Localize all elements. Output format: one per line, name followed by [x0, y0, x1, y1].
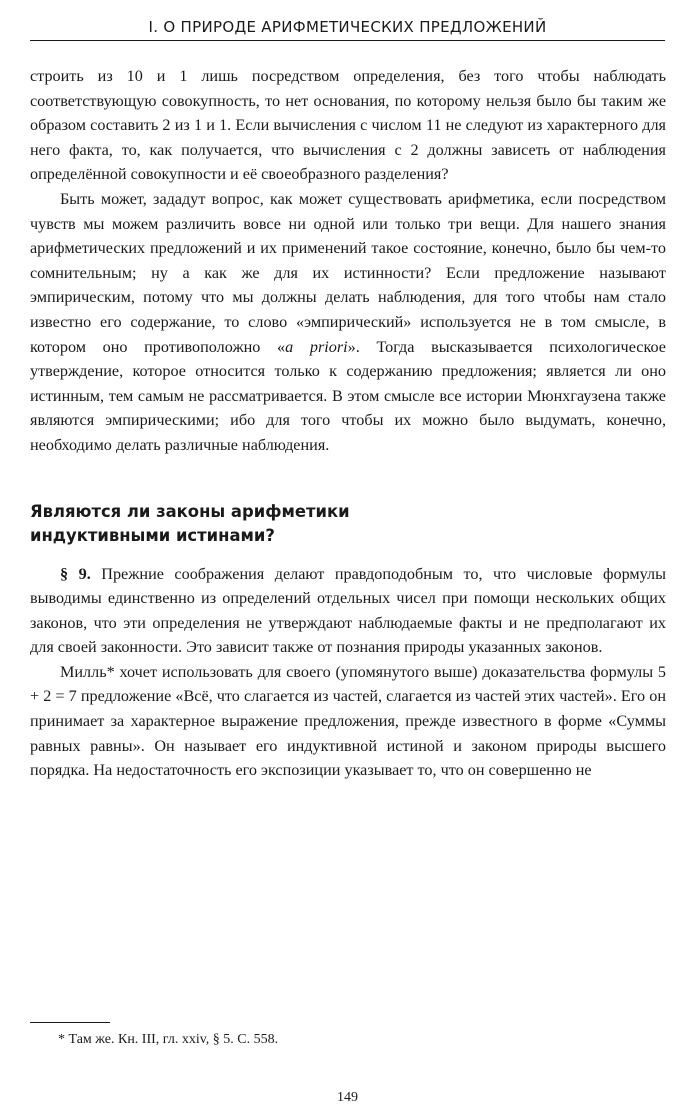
body-text: [30, 64, 666, 783]
footnote-divider: [30, 1022, 110, 1023]
footnote: * Там же. Кн. III, гл. xxiv, § 5. С. 558.: [58, 1032, 279, 1047]
running-head: I. О ПРИРОДЕ АРИФМЕТИЧЕСКИХ ПРЕДЛОЖЕНИЙ: [30, 18, 665, 41]
paragraph-3-text: Прежние соображения делают правдоподобным то, что числовые формулы выводимы единственно из определений отдельных чисел при помощи нескольких общих законов, что эти определения не утверждают наблюдаемые факты и не предполагают их для своей законности. Это зависит также от познания природы указанных законов.: [30, 564, 666, 657]
paragraph-1: строить из 10 и 1 лишь посредством определения, без того чтобы наблюдать соответствующую совокупность, то нет основания, по которому нельзя было бы таким же образом составить 2 из 1 и 1. Если вычисления с числом 11 не следуют из характерного для него факта, то, как получается, что вычисления с 2 должны зависеть от наблюдения определённой совокупности и её своеобразного разделения?: [30, 67, 666, 184]
section-heading: [30, 500, 666, 548]
paragraph-2-part-2: ». Тогда высказывается психологическое утверждение, которое относится только к содержанию предложения; является ли оно истинным, тем самым не рассматривается. В этом смысле все истории Мюнхгаузена также являются эмпирическими; ибо для того чтобы их можно было выдумать, конечно, необходимо делать различные наблюдения.: [30, 337, 666, 454]
section-heading-line-1: Являются ли законы арифметики: [30, 501, 350, 521]
paragraph-2: [30, 187, 666, 458]
page-number: 149: [337, 1090, 358, 1105]
italic-term: a priori: [285, 337, 348, 356]
paragraph-4: Милль* хочет использовать для своего (упомянутого выше) доказательства формулы 5 + 2 = 7 предложение «Всё, что слагается из частей, слагается из частей этих частей». Его он принимает за характерное выражение предложения, прежде известного в форме «Суммы равных равны». Он называет его индуктивной истиной и законом природы высшего порядка. На недостаточность его экспозиции указывает то, что он совершенно не: [30, 662, 666, 780]
section-mark: § 9.: [60, 564, 91, 583]
paragraph-2-part-1: Быть может, зададут вопрос, как может существовать арифметика, если посредством чувств мы можем различить вовсе ни одной или только три вещи. Для нашего знания арифметических предложений и их применений такое состояние, конечно, было бы чем-то сомнительным; ну а как же для их истинности? Если предложение называют эмпирическим, потому что мы должны делать наблюдения, для того чтобы нам стало известно его содержание, то слово «эмпирический» используется не в том смысле, в котором оно противоположно «: [30, 189, 666, 356]
paragraph-3: [30, 562, 666, 660]
section-heading-line-2: индуктивными истинами?: [30, 525, 275, 545]
